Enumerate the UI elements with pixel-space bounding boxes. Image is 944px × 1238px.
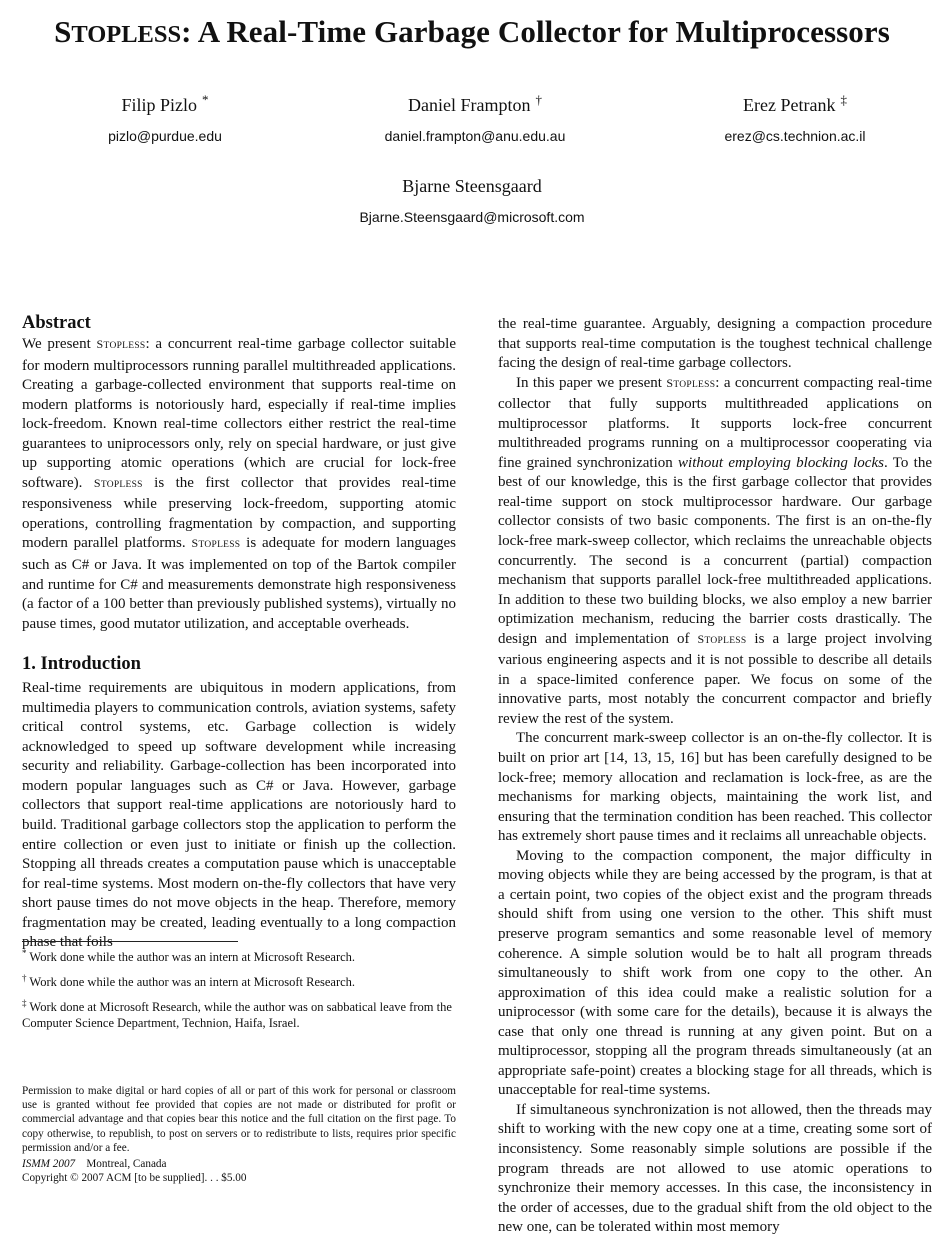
author-block <box>60 92 270 144</box>
author-email: Bjarne.Steensgaard@microsoft.com <box>359 209 585 225</box>
paper-title <box>0 14 944 50</box>
left-column <box>22 312 456 953</box>
author-name: Filip Pizlo * <box>121 92 209 115</box>
footnotes <box>22 941 456 1036</box>
author-block <box>690 92 900 144</box>
footnote: † Work done while the author was an intern at Microsoft Research. <box>22 973 356 990</box>
author-email: daniel.frampton@anu.edu.au <box>384 128 566 144</box>
permission-notice <box>22 1084 456 1185</box>
conference-line: ISMM 2007 Montreal, Canada <box>22 1158 167 1171</box>
author-name: Erez Petrank ‡ <box>743 92 847 115</box>
author-email: pizlo@purdue.edu <box>108 128 222 144</box>
intro-heading: 1. Introduction <box>22 654 141 675</box>
permission-text: Permission to make digital or hard copies of all or part of this work for personal or classroom use is granted without fee provided that copies are not made or distributed for profit or commercial advantage and that copies bear this notice and the full citation on the first page. To copy otherwise, to republish, to post on servers or to redistribute to lists, requires prior specific permission and/or a fee. <box>22 1085 456 1154</box>
footnote: ‡ Work done at Microsoft Research, while the author was on sabbatical leave from the Computer Science Department, Technion, Haifa, Israel. <box>22 998 452 1031</box>
author-block <box>322 176 622 225</box>
paragraph: If simultaneous synchronization is not allowed, then the threads may shift to working with the new copy one at a time, creating some sort of inconsistency. Some reasonably simple solutions are possible if the program threads are not allowed to use atomic operations to synchronize their memory accesses. In this case, the inconsistency in the order of accesses, due to the gradual shift from the old object to the new one, can be tolerated within most memory <box>498 1101 932 1236</box>
footnote-rule <box>22 941 238 942</box>
paragraph: The concurrent mark-sweep collector is an on-the-fly collector. It is built on prior art [14, 13, 15, 16] but has been carefully designed to be lock-free; memory allocation and reclamation is lock-free, as are the mechanisms for marking objects, maintaining the work list, and ensuring that the termination condition has been reached. This collector has extremely short pause times and it reclaims all unreachable objects. <box>498 730 932 845</box>
intro-paragraph: Real-time requirements are ubiquitous in modern applications, from multimedia players to communication controls, aviation systems, safety critical control systems, etc. Garbage collection is widely acknowledged to speed up software development while increasing security and reliability. Garbage-collection has been incorporated into modern popular languages such as C# or Java. However, garbage collectors that support real-time applications are notoriously hard to build. Traditional garbage collectors stop the application to perform the entire collection or even just to initiate or finish up the collection. Stopping all threads creates a computation pause which is unacceptable for real-time systems. Most modern on-the-fly collectors that have very short pause times do not move objects in the heap. Therefore, memory fragmentation may be created, leading eventually to a long compaction phase that foils <box>22 680 456 951</box>
right-column <box>498 315 932 1238</box>
paragraph: the real-time guarantee. Arguably, designing a compaction procedure that supports real-time computation is the toughest technical challenge facing the design of real-time garbage collectors. <box>498 316 932 372</box>
author-name: Bjarne Steensgaard <box>402 176 542 196</box>
title-rest: : A Real-Time Garbage Collector for Multiprocessors <box>181 14 890 49</box>
abstract-text: We present STOPLESS: a concurrent real-time garbage collector suitable for modern multiprocessors running parallel multithreaded applications. Creating a garbage-collected environment that supports real-time on modern platforms is notoriously hard, especially if real-time implies lock-freedom. Known real-time collectors either restrict the real-time guarantees to uniprocessors only, rely on special hardware, or just give up supporting atomic operations (which are crucial for lock-free software). STOPLESS is the first collector that provides real-time responsiveness while preserving lock-freedom, supporting atomic operations, controlling fragmentation by compaction, and supporting modern parallel platforms. STOPLESS is adequate for modern languages such as C# or Java. It was implemented on top of the Bartok compiler and runtime for C# and measurements demonstrate high responsiveness (a factor of a 100 better than previously published systems), virtually no pause times, good mutator utilization, and acceptable overheads. <box>22 336 457 632</box>
title-system-name: STOPLESS <box>54 14 182 49</box>
copyright-line: Copyright © 2007 ACM [to be supplied]. . . $5.00 <box>22 1172 247 1185</box>
paragraph: Moving to the compaction component, the major difficulty in moving objects while they are being accessed by the program, is that at a certain point, two copies of the object exist and the program threads should shift from using one version to the other. This shift must preserve program semantics and some reasonable level of memory coherence. A simple solution would be to halt all program threads simultaneously to shift work from one copy to the other. An approximation of this idea could make a realistic solution for a uniprocessor (with some care for the details), because it is always the case that only one thread is running at any given point. But on a multiprocessor, stopping all the program threads simultaneously (at an appropriate safe-point) creates a blocking stage for all threads, which is unacceptable for real-time systems. <box>498 847 932 1099</box>
abstract-heading: Abstract <box>22 313 91 333</box>
author-block <box>355 92 595 144</box>
footnote: * Work done while the author was an intern at Microsoft Research. <box>22 948 356 965</box>
author-email: erez@cs.technion.ac.il <box>724 128 866 144</box>
author-name: Daniel Frampton † <box>408 92 542 115</box>
paragraph: In this paper we present STOPLESS: a concurrent compacting real-time collector that fully supports multithreaded applications on multiprocessor platforms. It supports lock-free concurrent multithreaded programs running on a multiprocessor cooperating via fine grained synchronization without employing blocking locks. To the best of our knowledge, this is the first garbage collector that provides real-time support on stock multiprocessor hardware. Our garbage collector consists of two basic components. The first is an on-the-fly lock-free mark-sweep collector, which reclaims the unreachable objects concurrently. The second is a concurrent (partial) compaction mechanism that supports parallel lock-free multithreaded applications. In addition to these two building blocks, we also employ a new barrier optimization mechanism, reducing the barrier costs drastically. The design and implementation of STOPLESS is a large project involving various engineering aspects and it is not possible to describe all details in a space-limited conference paper. We focus on some of the innovative parts, most notably the concurrent compactor and briefly review the rest of the system. <box>498 374 932 727</box>
